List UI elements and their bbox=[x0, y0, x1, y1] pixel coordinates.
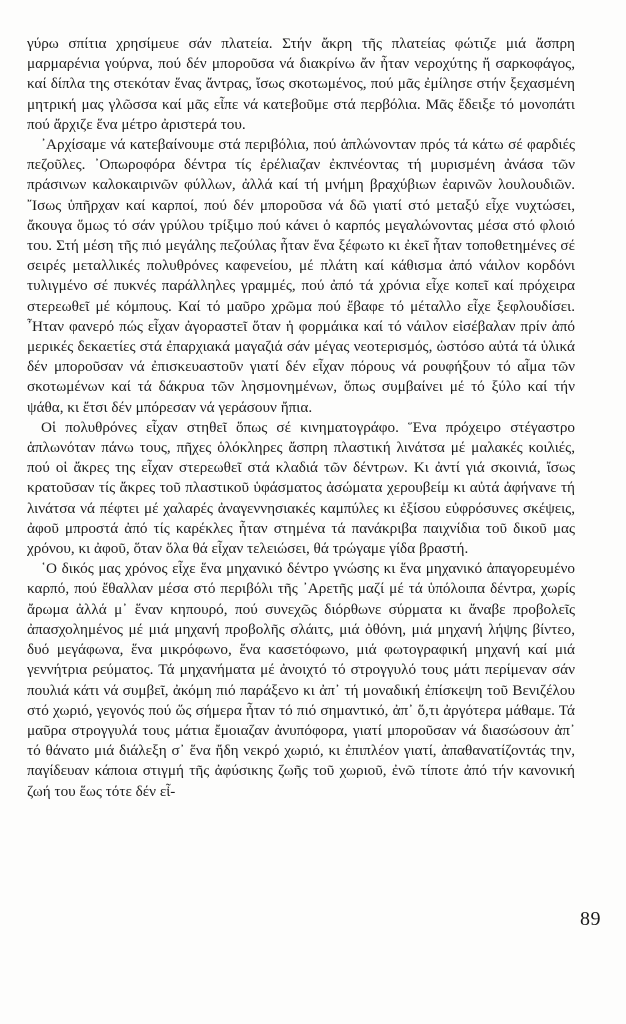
body-text bbox=[27, 34, 575, 802]
paragraph-4: ῾Ο δικός μας χρόνος εἶχε ἕνα μηχανικό δέντρο γνώσης κι ἕνα μηχανικό ἀπαγορευμένο καρπό, πού ἔθαλλαν μέσα στό περιβόλι τῆς ᾿Αρετῆς μαζί μέ τά ὑπόλοιπα δέντρα, χωρίς ἄρωμα ἀλλά μ᾿ ἕναν κηπουρό, πού συνεχῶς διόρθωνε σύρματα κι ἄναβε προβολεῖς ἀπασχολημένος μέ μιά μηχανή προβολῆς σλάιτς, μιά ὀθόνη, μιά μηχανή λήψης βίντεο, δυό μεγάφωνα, ἕνα μικρόφωνο, ἕνα κασετόφωνο, μιά φωτογραφική μηχανή καί μιά γεννήτρια ρεύματος. Τά μηχανήματα μέ ἀνοιχτό τό στρογγυλό τους μάτι περίμεναν σάν πουλιά κάτι νά συμβεῖ, ἀκόμη πιό παράξενο κι ἀπ᾿ τή μοναδική ἐπίσκεψη τοῦ Βενιζέλου στό χωριό, γεγονός πού ὥς σήμερα ἦταν τό πιό σημαντικό, ἀπ᾿ ὅ,τι ἀργότερα μάθαμε. Τά μαῦρα στρογγυλά τους μάτια ἔμοιαζαν ἀνυπόφορα, γιατί μποροῦσαν νά διασώσουν ἀπ᾿ τό θάνατο μιά διάλεξη σ᾿ ἕνα ἤδη νεκρό χωριό, κι ἐπιπλέον γιατί, ἀπαθανατίζοντάς την, παγίδευαν κάποια στιγμή τῆς ἀφύσικης ζωῆς τοῦ χωριοῦ, ἐνῶ τίποτε ἀπό τήν κανονική ζωή του ἕως τότε δέν εἶ- bbox=[27, 560, 575, 800]
paragraph-3: Οἱ πολυθρόνες εἶχαν στηθεῖ ὅπως σέ κινηματογράφο. Ἕνα πρόχειρο στέγαστρο ἁπλωνόταν πάνω τους, πῆχες ὁλόκληρες ἄσπρη πλαστική λινάτσα μέ μαλακές κοιλιές, πού οἱ ἄκρες της εἶχαν στερεωθεῖ στά κλαδιά τῶν δέντρων. Κι ἀντί γιά σκοινιά, ἴσως κρατοῦσαν τίς ἄκρες τοῦ πλαστικοῦ ὑφάσματος ἀσώματα χερουβείμ κι αὐτά ἀφήνανε τή λινάτσα νά πέφτει μέ χαλαρές ἀναγεννησιακές καμπύλες κι ἐξίσου εὐφρόσυνες σκέψεις, ἀφοῦ μπροστά ἀπό τίς καρέκλες ἦταν στημένα τά πανάκριβα παιχνίδια τοῦ δικοῦ μας χρόνου, κι ἀφοῦ, ὅταν ὅλα θά εἶχαν τελειώσει, θά τρώγαμε γίδα βραστή. bbox=[27, 418, 575, 558]
paragraph-1: γύρω σπίτια χρησίμευε σάν πλατεία. Στήν ἄκρη τῆς πλατείας φώτιζε μιά ἄσπρη μαρμαρένια γούρνα, πού δέν μποροῦσα νά διακρίνω ἄν ἦταν νεροχύτης ἤ σαρκοφάγος, καί δίπλα της στεκόταν ἕνας ἄντρας, ἴσως σκοτωμένος, πού μᾶς ἐμίλησε στήν ξεχασμένη μητρική μας γλῶσσα καί μᾶς εἶπε νά κατεβοῦμε στά περβόλια. Μᾶς ἔδειξε τό μονοπάτι πού ἄρχιζε ἕνα μέτρο ἀριστερά του. bbox=[27, 35, 575, 133]
page-number: 89 bbox=[580, 908, 601, 930]
paragraph-2: ᾿Αρχίσαμε νά κατεβαίνουμε στά περιβόλια, πού ἁπλώνονταν πρός τά κάτω σέ φαρδιές πεζοῦλες. ᾿Οπωροφόρα δέντρα τίς ἐρέλιαζαν ἐκπνέοντας τή μυρισμένη ἀνάσα τῶν πράσινων καλοκαιρινῶν φύλλων, ἀλλά καί τή μνήμη βραχύβιων ἐαρινῶν λουλουδιῶν. ῎Ισως ὑπῆρχαν καί καρποί, πού δέν μποροῦσα νά δῶ γιατί στό μεταξύ εἶχε νυχτώσει, ἄκουγα ὅμως τό σάν γρύλου τρίξιμο πού κάνει ὁ καρπός μεγαλώνοντας μέσα στό φλοιό του. Στή μέση τῆς πιό μεγάλης πεζούλας ἦταν ἕνα ξέφωτο κι ἐκεῖ ἦταν τοποθετημένες σέ σειρές μεταλλικές πολυθρόνες καφενείου, μέ πλάτη καί κάθισμα ἀπό νάιλον κορδόνι τυλιγμένο σέ πυκνές παράλληλες γραμμές, πού ἀπό τά χρόνια εἶχε κοπεῖ καί πρόχειρα στερεωθεῖ μέ κόμπους. Καί τό μαῦρο χρῶμα πού ἔβαφε τό μέταλλο εἶχε ξεφλουδίσει. ῏Ηταν φανερό πώς εἶχαν ἀγοραστεῖ ὅταν ἡ φορμάικα καί τό νάιλον εἰσέβαλαν πρίν ἀπό μερικές δεκαετίες στά ἐπαρχιακά μαγαζιά σάν μέγας νεοτερισμός, ὡστόσο αὐτά τά ὑλικά δέν μποροῦσαν νά ἐπισκευαστοῦν γιατί δέν εἶχαν πόρους νά ρουφήξουν τό αἷμα τῶν σκοτωμένων καί τά δάκρυα τῶν λησμονημένων, ὅπως συμβαίνει μέ τό ξύλο καί τήν ψάθα, κι ἔτσι δέν μπόρεσαν νά γεράσουν ἤπια. bbox=[27, 136, 575, 416]
